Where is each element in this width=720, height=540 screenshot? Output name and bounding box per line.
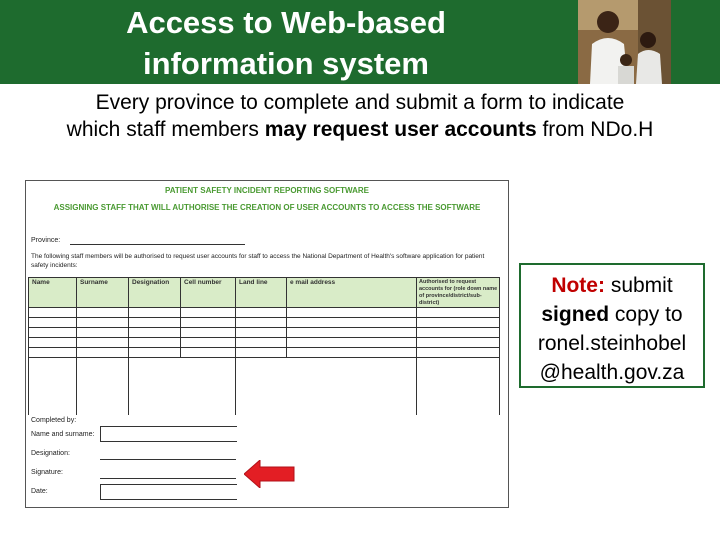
- table-col-line: [499, 277, 500, 415]
- note-email-1: ronel.steinhobel: [537, 332, 687, 355]
- subtitle-text-start: which staff members: [66, 118, 265, 141]
- col-landline: Land line: [239, 279, 268, 286]
- designation-label: Designation:: [31, 450, 70, 457]
- table-line: [28, 337, 500, 338]
- col-authorised: Authorised to request accounts for (role down name of province/district/sub-district): [419, 279, 498, 306]
- subtitle-text-end: from NDo.H: [536, 118, 654, 141]
- province-label: Province:: [31, 237, 61, 244]
- name-field-box: [100, 426, 237, 442]
- note-text-1: submit: [604, 274, 673, 297]
- subtitle-line-1: Every province to complete and submit a form to indicate: [95, 91, 625, 114]
- note-email-2: @health.gov.za: [539, 361, 685, 384]
- header-banner: [0, 0, 720, 84]
- slide-title: [60, 2, 512, 84]
- col-email: e mail address: [290, 279, 336, 286]
- col-surname: Surname: [80, 279, 108, 286]
- table-line: [28, 317, 500, 318]
- table-line: [28, 277, 500, 278]
- table-col-line: [128, 277, 129, 415]
- table-col-line: [76, 277, 77, 415]
- form-title: PATIENT SAFETY INCIDENT REPORTING SOFTWARE: [164, 186, 369, 195]
- form-image: [25, 180, 509, 508]
- designation-line: [100, 459, 236, 460]
- table-line: [28, 327, 500, 328]
- table-line: [28, 357, 500, 358]
- photo-image: [578, 0, 671, 84]
- col-cell: Cell number: [184, 279, 222, 286]
- table-col-line: [235, 277, 236, 415]
- note-text-2: copy to: [609, 303, 683, 326]
- header-photo: [578, 0, 671, 84]
- table-line: [28, 347, 500, 348]
- red-arrow-icon: [244, 460, 296, 488]
- title-line-1: Access to Web-based: [126, 5, 446, 40]
- col-name: Name: [32, 279, 50, 286]
- col-designation: Designation: [132, 279, 170, 286]
- slide-subtitle: [0, 89, 720, 143]
- signature-line: [100, 478, 236, 479]
- note-label: Note:: [551, 274, 605, 297]
- table-col-line: [286, 277, 287, 357]
- date-field-box: [100, 484, 237, 500]
- province-line: [70, 244, 245, 245]
- note-bold: signed: [541, 303, 610, 326]
- title-line-2: information system: [143, 46, 429, 81]
- table-col-line: [180, 277, 181, 357]
- form-subtitle: ASSIGNING STAFF THAT WILL AUTHORISE THE CREATION OF USER ACCOUNTS TO ACCESS THE SOFTWARE: [53, 203, 481, 212]
- table-line: [28, 307, 500, 308]
- subtitle-emphasis: may request user accounts: [264, 118, 537, 141]
- date-label: Date:: [31, 488, 48, 495]
- subtitle-line-2: [0, 116, 720, 143]
- table-col-line: [28, 277, 29, 415]
- note-line-1: [521, 271, 703, 300]
- note-line-2: [521, 300, 703, 329]
- staff-table: [28, 277, 500, 415]
- signature-label: Signature:: [31, 469, 63, 476]
- note-box: [519, 263, 705, 388]
- name-surname-label: Name and surname:: [31, 431, 95, 438]
- completed-by-label: Completed by:: [31, 417, 77, 424]
- form-instruction: The following staff members will be authorised to request user accounts for staff to access the National Department of Health's software application for patient safety incidents:: [31, 253, 485, 269]
- table-col-line: [416, 277, 417, 415]
